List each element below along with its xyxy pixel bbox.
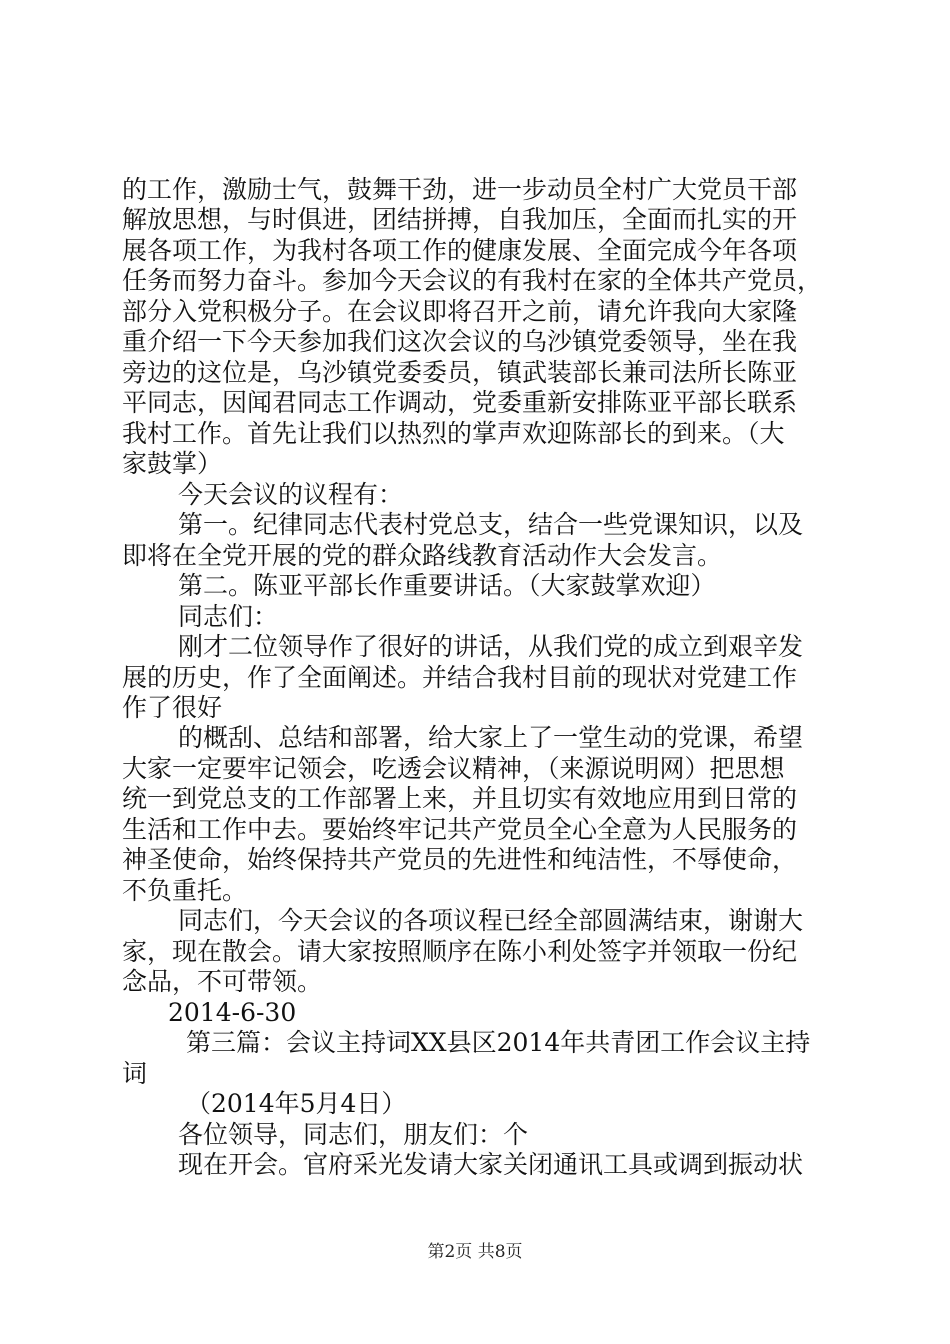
agenda-item: 第一。纪律同志代表村党总支，结合一些党课知识，以及 [178,510,804,539]
salutation: 同志们： [178,602,279,631]
meeting-date: （2014年5月4日） [186,1089,407,1118]
salutation: 各位领导，同志们，朋友们：个 [178,1120,529,1149]
body-text-line: 家，现在散会。请大家按照顺序在陈小利处签字并领取一份纪 [122,937,798,966]
section-heading: 第三篇：会议主持词XX县区2014年共青团工作会议主持 [186,1028,811,1057]
body-text-line: 解放思想，与时俱进，团结拼搏，自我加压，全面而扎实的开 [122,205,798,234]
body-text-line: 神圣使命，始终保持共产党员的先进性和纯洁性，不辱使命， [122,845,798,874]
body-text-line: 作了很好 [122,693,223,722]
body-text-line: 平同志，因闻君同志工作调动，党委重新安排陈亚平部长联系 [122,388,798,417]
body-text-line: 统一到党总支的工作部署上来，并且切实有效地应用到日常的 [122,784,798,813]
body-text-line: 的概刮、总结和部署，给大家上了一堂生动的党课，希望 [178,723,804,752]
body-text-line: 旁边的这位是，乌沙镇党委委员，镇武装部长兼司法所长陈亚 [122,358,798,387]
agenda-item: 第二。陈亚平部长作重要讲话。（大家鼓掌欢迎） [178,571,716,600]
body-text-line: 重介绍一下今天参加我们这次会议的乌沙镇党委领导，坐在我 [122,327,798,356]
body-text-line: 家鼓掌） [122,449,223,478]
body-text-line: 我村工作。首先让我们以热烈的掌声欢迎陈部长的到来。（大 [122,419,785,448]
body-text-line: 即将在全党开展的党的群众路线教育活动作大会发言。 [122,541,723,570]
body-text-line: 展各项工作，为我村各项工作的健康发展、全面完成今年各项 [122,236,798,265]
body-text-line: 的工作，激励士气，鼓舞干劲，进一步动员全村广大党员干部 [122,175,798,204]
body-text-line: 任务而努力奋斗。参加今天会议的有我村在家的全体共产党员， [122,266,823,295]
body-text-line: 生活和工作中去。要始终牢记共产党员全心全意为人民服务的 [122,815,798,844]
date-line: 2014-6-30 [168,998,297,1027]
body-text-line: 展的历史，作了全面阐述。并结合我村目前的现状对党建工作 [122,663,798,692]
body-text-line: 大家一定要牢记领会，吃透会议精神，（来源说明网）把思想 [122,754,785,783]
page-number-footer: 第2页 共8页 [427,1242,523,1262]
body-text-line: 刚才二位领导作了很好的讲话，从我们党的成立到艰辛发 [178,632,804,661]
agenda-heading: 今天会议的议程有： [178,480,404,509]
body-text-line: 不负重托。 [122,876,248,905]
section-heading: 词 [122,1059,148,1088]
body-text-line: 现在开会。官府采光发请大家关闭通讯工具或调到振动状 [178,1150,804,1179]
body-text-line: 念品，不可带领。 [122,967,323,996]
body-text-line: 部分入党积极分子。在会议即将召开之前，请允许我向大家隆 [122,297,798,326]
body-text-line: 同志们，今天会议的各项议程已经全部圆满结束，谢谢大 [178,906,804,935]
